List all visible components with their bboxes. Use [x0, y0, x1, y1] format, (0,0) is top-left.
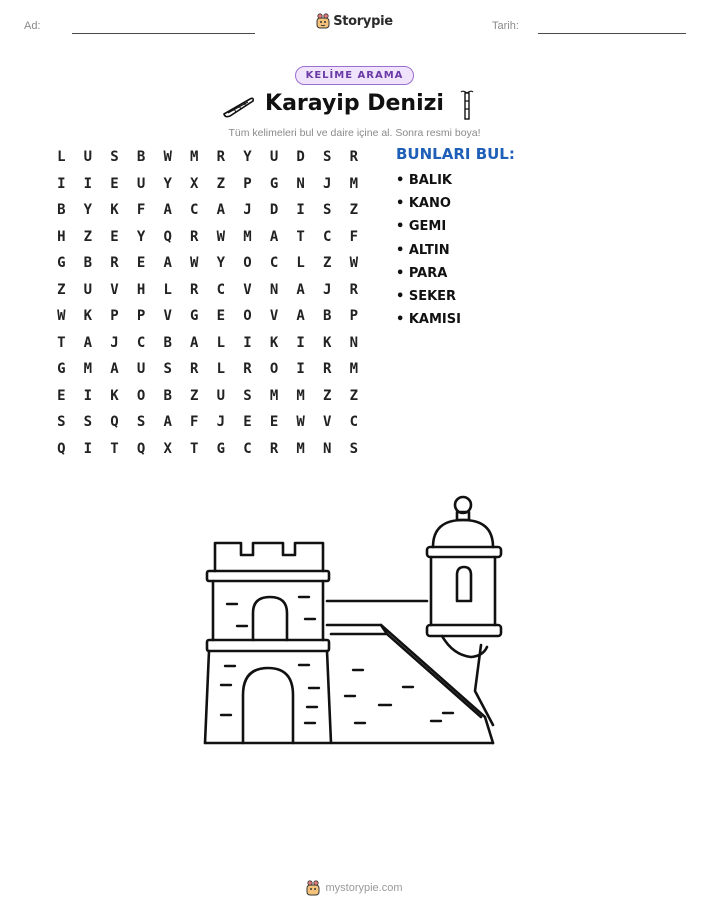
activity-badge: KELİME ARAMA [295, 66, 415, 85]
grid-cell[interactable]: J [323, 175, 332, 192]
grid-cell[interactable]: Q [136, 440, 146, 457]
grid-cell[interactable]: Z [323, 387, 332, 404]
grid-cell[interactable]: G [57, 361, 66, 377]
grid-cell[interactable]: S [243, 387, 252, 404]
word-list [396, 173, 461, 335]
grid-cell[interactable]: X [190, 175, 199, 192]
grid-cell[interactable]: E [110, 228, 119, 245]
grid-cell[interactable]: Z [323, 255, 332, 271]
grid-cell[interactable]: I [296, 334, 305, 351]
grid-cell[interactable]: H [57, 228, 66, 245]
grid-cell[interactable]: I [296, 202, 305, 218]
grid-cell[interactable]: W [57, 308, 66, 324]
word-item: • KANO [396, 196, 451, 212]
grid-cell[interactable]: B [323, 308, 332, 324]
word-item: • KAMISI [396, 312, 461, 328]
grid-cell[interactable]: G [269, 175, 279, 192]
grid-cell[interactable]: M [269, 387, 279, 404]
grid-row [48, 335, 367, 362]
grid-cell[interactable]: R [110, 255, 119, 271]
grid-cell[interactable]: R [269, 440, 279, 457]
grid-cell[interactable]: M [296, 440, 305, 457]
grid-row [48, 282, 367, 309]
grid-cell[interactable]: S [83, 414, 93, 430]
grid-cell[interactable]: A [110, 361, 119, 377]
grid-cell[interactable]: P [243, 175, 252, 192]
grid-cell[interactable]: B [83, 255, 93, 271]
brand-name: Storypie [333, 13, 393, 29]
grid-cell[interactable]: K [110, 202, 119, 218]
grid-cell[interactable]: S [323, 149, 332, 165]
grid-cell[interactable]: G [216, 440, 226, 457]
grid-cell[interactable]: C [323, 228, 332, 245]
grid-cell[interactable]: L [163, 281, 172, 298]
word-item: • ALTIN [396, 242, 450, 258]
grid-cell[interactable]: A [163, 202, 172, 218]
grid-cell[interactable]: Z [57, 281, 66, 298]
grid-cell[interactable]: E [57, 387, 66, 404]
grid-cell[interactable]: Z [216, 175, 226, 192]
grid-cell[interactable]: Z [190, 387, 199, 404]
grid-cell[interactable]: Q [110, 414, 119, 430]
grid-cell[interactable]: S [323, 202, 332, 218]
grid-cell[interactable]: P [349, 308, 359, 324]
grid-cell[interactable]: Y [216, 255, 226, 271]
word-item: • SEKER [396, 288, 457, 304]
grid-row [48, 361, 367, 388]
grid-cell[interactable]: O [269, 361, 279, 377]
grid-cell[interactable]: C [216, 281, 226, 298]
grid-cell[interactable]: U [269, 149, 279, 165]
grid-cell[interactable]: M [296, 387, 305, 404]
name-label: Ad: [24, 20, 41, 32]
grid-cell[interactable]: T [57, 334, 66, 351]
date-line [538, 33, 686, 34]
grid-cell[interactable]: M [83, 361, 93, 377]
grid-cell[interactable]: P [136, 308, 146, 324]
grid-cell[interactable]: M [349, 175, 359, 192]
grid-cell[interactable]: Z [349, 387, 359, 404]
grid-cell[interactable]: Y [243, 149, 252, 165]
grid-cell[interactable]: V [269, 308, 279, 324]
grid-cell[interactable]: R [243, 361, 252, 377]
grid-cell[interactable]: A [83, 334, 93, 351]
grid-cell[interactable]: S [163, 361, 172, 377]
grid-cell[interactable]: K [110, 387, 119, 404]
grid-cell[interactable]: G [190, 308, 199, 324]
grid-cell[interactable]: W [163, 149, 172, 165]
grid-cell[interactable]: Z [349, 202, 359, 218]
storypie-mascot-icon [316, 13, 330, 29]
sugar-cane-icon [459, 90, 475, 120]
grid-cell[interactable]: U [216, 387, 226, 404]
grid-cell[interactable]: V [323, 414, 332, 430]
footer [0, 880, 709, 896]
date-label: Tarih: [492, 20, 519, 32]
grid-row [48, 176, 367, 203]
grid-cell[interactable]: T [296, 228, 305, 245]
grid-cell[interactable]: N [269, 281, 279, 298]
grid-cell[interactable]: R [190, 361, 199, 377]
grid-cell[interactable]: Q [57, 440, 66, 457]
grid-cell[interactable]: I [83, 440, 93, 457]
grid-cell[interactable]: L [296, 255, 305, 271]
grid-cell[interactable]: Y [163, 175, 172, 192]
brand-logo [0, 13, 709, 29]
grid-cell[interactable]: C [269, 255, 279, 271]
grid-cell[interactable]: F [136, 202, 146, 218]
grid-cell[interactable]: I [57, 175, 66, 192]
grid-cell[interactable]: A [216, 202, 226, 218]
grid-cell[interactable]: P [110, 308, 119, 324]
grid-cell[interactable]: R [190, 281, 199, 298]
grid-cell[interactable]: B [163, 334, 172, 351]
grid-cell[interactable]: I [83, 387, 93, 404]
grid-row [48, 308, 367, 335]
grid-cell[interactable]: Q [163, 228, 172, 245]
page-title: Karayip Denizi [265, 91, 444, 116]
grid-cell[interactable]: I [83, 175, 93, 192]
grid-cell[interactable]: D [269, 202, 279, 218]
grid-cell[interactable]: R [323, 361, 332, 377]
grid-cell[interactable]: W [349, 255, 359, 271]
grid-row [48, 202, 367, 229]
grid-cell[interactable]: W [216, 228, 226, 245]
grid-cell[interactable]: F [349, 228, 359, 245]
grid-cell[interactable]: R [216, 149, 226, 165]
grid-cell[interactable]: N [296, 175, 305, 192]
grid-cell[interactable]: S [57, 414, 66, 430]
grid-cell[interactable]: C [349, 414, 359, 430]
grid-cell[interactable]: J [243, 202, 252, 218]
grid-cell[interactable]: F [190, 414, 199, 430]
grid-cell[interactable]: V [110, 281, 119, 298]
grid-cell[interactable]: C [136, 334, 146, 351]
grid-row [48, 441, 367, 468]
grid-cell[interactable]: E [110, 175, 119, 192]
grid-cell[interactable]: E [243, 414, 252, 430]
grid-cell[interactable]: U [136, 175, 146, 192]
grid-cell[interactable]: C [190, 202, 199, 218]
grid-row [48, 388, 367, 415]
grid-cell[interactable]: W [296, 414, 305, 430]
grid-cell[interactable]: X [163, 440, 172, 457]
grid-cell[interactable]: A [269, 228, 279, 245]
grid-cell[interactable]: N [323, 440, 332, 457]
grid-cell[interactable]: H [136, 281, 146, 298]
word-item: • BALIK [396, 173, 452, 188]
grid-cell[interactable]: G [57, 255, 66, 271]
grid-cell[interactable]: I [243, 334, 252, 351]
grid-cell[interactable]: S [110, 149, 119, 165]
grid-cell[interactable]: J [110, 334, 119, 351]
grid-row [48, 149, 367, 176]
grid-cell[interactable]: Y [83, 202, 93, 218]
grid-cell[interactable]: M [243, 228, 252, 245]
grid-cell[interactable]: M [349, 361, 359, 377]
grid-cell[interactable]: S [136, 414, 146, 430]
grid-cell[interactable]: O [243, 255, 252, 271]
grid-cell[interactable]: N [349, 334, 359, 351]
grid-cell[interactable]: D [296, 149, 305, 165]
grid-cell[interactable]: R [349, 281, 359, 298]
instructions: Tüm kelimeleri bul ve daire içine al. Sonra resmi boya! [228, 127, 481, 139]
grid-cell[interactable]: I [296, 361, 305, 377]
grid-cell[interactable]: R [190, 228, 199, 245]
grid-cell[interactable]: B [163, 387, 172, 404]
grid-cell[interactable]: B [57, 202, 66, 218]
grid-cell[interactable]: B [136, 149, 146, 165]
name-line [72, 33, 255, 34]
grid-cell[interactable]: A [163, 414, 172, 430]
grid-cell[interactable]: J [216, 414, 226, 430]
grid-cell[interactable]: R [349, 149, 359, 165]
grid-row [48, 255, 367, 282]
grid-row [48, 229, 367, 256]
grid-cell[interactable]: J [323, 281, 332, 298]
grid-cell[interactable]: T [110, 440, 119, 457]
grid-cell[interactable]: Y [136, 228, 146, 245]
grid-cell[interactable]: O [243, 308, 252, 324]
storypie-mascot-icon [306, 880, 320, 896]
grid-cell[interactable]: E [216, 308, 226, 324]
grid-cell[interactable]: E [269, 414, 279, 430]
grid-cell[interactable]: S [349, 440, 359, 457]
grid-cell[interactable]: L [57, 149, 66, 165]
grid-cell[interactable]: A [296, 308, 305, 324]
grid-cell[interactable]: T [190, 440, 199, 457]
grid-cell[interactable]: W [190, 255, 199, 271]
grid-row [48, 414, 367, 441]
grid-cell[interactable]: U [136, 361, 146, 377]
grid-cell[interactable]: V [243, 281, 252, 298]
grid-cell[interactable]: O [136, 387, 146, 404]
grid-cell[interactable]: Z [83, 228, 93, 245]
grid-cell[interactable]: A [163, 255, 172, 271]
grid-cell[interactable]: L [216, 334, 226, 351]
grid-cell[interactable]: E [136, 255, 146, 271]
grid-cell[interactable]: L [216, 361, 226, 377]
grid-cell[interactable]: M [190, 149, 199, 165]
footer-url: mystorypie.com [325, 882, 403, 894]
grid-cell[interactable]: V [163, 308, 172, 324]
grid-cell[interactable]: K [83, 308, 93, 324]
word-item: • GEMI [396, 219, 447, 235]
grid-cell[interactable]: K [323, 334, 332, 351]
grid-cell[interactable]: A [190, 334, 199, 351]
grid-cell[interactable]: A [296, 281, 305, 298]
grid-cell[interactable]: U [83, 149, 93, 165]
grid-cell[interactable]: K [269, 334, 279, 351]
word-search-grid [48, 149, 367, 467]
grid-cell[interactable]: U [83, 281, 93, 298]
word-list-title: BUNLARI BUL: [396, 145, 515, 163]
word-item: • PARA [396, 265, 448, 281]
fortress-illustration [195, 485, 515, 755]
grid-cell[interactable]: C [243, 440, 252, 457]
